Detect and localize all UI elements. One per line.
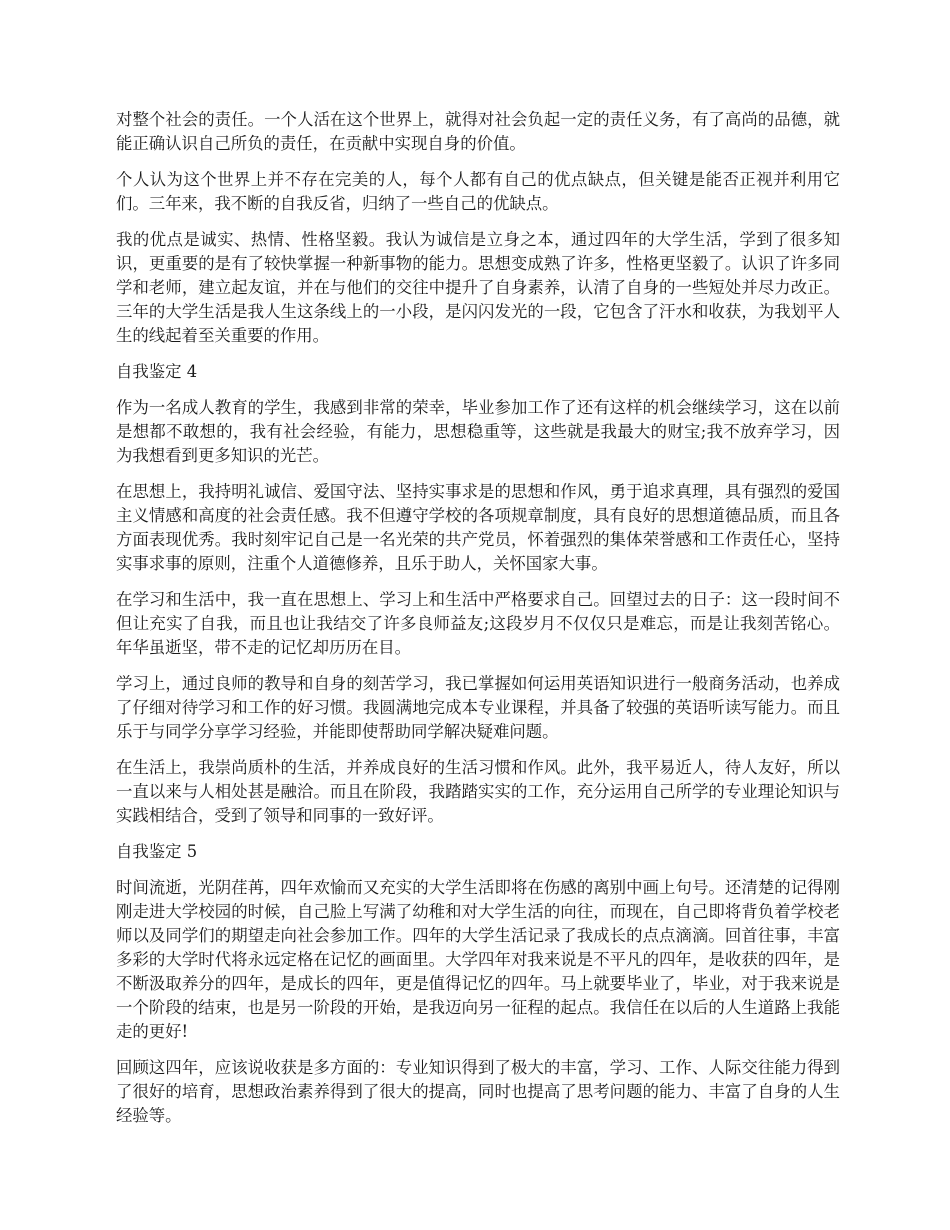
- document-page: [116, 108, 840, 1140]
- section-heading-5: 自我鉴定 5: [116, 842, 198, 861]
- paragraph-self-reflection: 个人认为这个世界上并不存在完美的人，每个人都有自己的优点缺点，但关键是能否正视并利用它们。三年来，我不断的自我反省，归纳了一些自己的优缺点。: [116, 170, 840, 213]
- paragraph-learning: 学习上，通过良师的教导和自身的刻苦学习，我已掌握如何运用英语知识进行一般商务活动，也养成了仔细对待学习和工作的好习惯。我圆满地完成本专业课程，并具备了较强的英语听读写能力。而且乐于与同学分享学习经验，并能即使帮助同学解决疑难问题。: [116, 674, 840, 741]
- paragraph-study-and-life: 在学习和生活中，我一直在思想上、学习上和生活中严格要求自己。回望过去的日子：这一段时间不但让充实了自我，而且也让我结交了许多良师益友;这段岁月不仅仅只是难忘，而是让我刻苦铭心。年华虽逝坚，带不走的记忆却历历在目。: [116, 590, 840, 657]
- paragraph-social-responsibility: 对整个社会的责任。一个人活在这个世界上，就得对社会负起一定的责任义务，有了高尚的品德，就能正确认识自己所负的责任，在贡献中实现自身的价值。: [116, 110, 840, 153]
- paragraph-ideology: 在思想上，我持明礼诚信、爱国守法、坚持实事求是的思想和作风，勇于追求真理，具有强烈的爱国主义情感和高度的社会责任感。我不但遵守学校的各项规章制度，具有良好的思想道德品质，而且各方面表现优秀。我时刻牢记自己是一名光荣的共产党员，怀着强烈的集体荣誉感和工作责任心，坚持实事求事的原则，注重个人道德修养，且乐于助人，关怀国家大事。: [116, 482, 840, 573]
- paragraph-adult-education: 作为一名成人教育的学生，我感到非常的荣幸，毕业参加工作了还有这样的机会继续学习，这在以前是想都不敢想的，我有社会经验，有能力，思想稳重等，这些就是我最大的财宝;我不放弃学习，因为我想看到更多知识的光芒。: [116, 398, 840, 465]
- paragraph-review: 回顾这四年，应该说收获是多方面的：专业知识得到了极大的丰富，学习、工作、人际交往能力得到了很好的培育，思想政治素养得到了很大的提高，同时也提高了思考问题的能力、丰富了自身的人生经验等。: [116, 1058, 840, 1125]
- paragraph-time-passing: 时间流逝，光阴荏苒，四年欢愉而又充实的大学生活即将在伤感的离别中画上句号。还清楚的记得刚刚走进大学校园的时候，自己脸上写满了幼稚和对大学生活的向往，而现在，自己即将背负着学校老师以及同学们的期望走向社会参加工作。四年的大学生活记录了我成长的点点滴滴。回首往事，丰富多彩的大学时代将永远定格在记忆的画面里。大学四年对我来说是不平凡的四年，是收获的四年，是不断汲取养分的四年，是成长的四年，更是值得记忆的四年。马上就要毕业了，毕业，对于我来说是一个阶段的结束，也是另一阶段的开始，是我迈向另一征程的起点。我信任在以后的人生道路上我能走的更好!: [116, 878, 840, 1041]
- paragraph-daily-life: 在生活上，我崇尚质朴的生活，并养成良好的生活习惯和作风。此外，我平易近人，待人友好，所以一直以来与人相处甚是融洽。而且在阶段，我踏踏实实的工作，充分运用自己所学的专业理论知识与实践相结合，受到了领导和同事的一致好评。: [116, 758, 840, 825]
- section-heading-4: 自我鉴定 4: [116, 362, 198, 381]
- paragraph-strengths: 我的优点是诚实、热情、性格坚毅。我认为诚信是立身之本，通过四年的大学生活，学到了很多知识，更重要的是有了较快掌握一种新事物的能力。思想变成熟了许多，性格更坚毅了。认识了许多同学和老师，建立起友谊，并在与他们的交往中提升了自身素养，认清了自身的一些短处并尽力改正。三年的大学生活是我人生这条线上的一小段，是闪闪发光的一段，它包含了汗水和收获，为我划平人生的线起着至关重要的作用。: [116, 230, 840, 345]
